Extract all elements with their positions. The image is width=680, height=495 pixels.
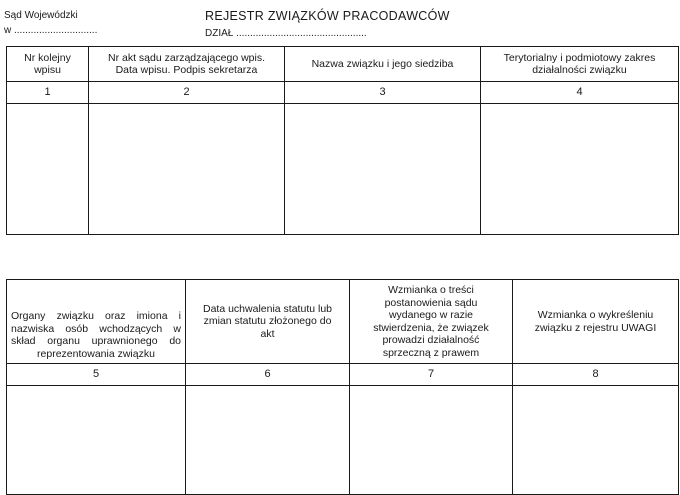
court-header [4, 8, 97, 38]
col-number: 8 [513, 364, 679, 386]
entry-cell[interactable] [513, 386, 679, 495]
col-header-entry-number: Nr kolejny wpisu [7, 47, 89, 82]
col-number: 1 [7, 82, 89, 104]
register-table-bottom [6, 279, 679, 495]
col-header-removal-notes: Wzmianka o wykreśleniu związku z rejestru UWAGI [513, 280, 679, 364]
col-number: 5 [7, 364, 186, 386]
col-header-statute-date: Data uchwalenia statutu lub zmian statutu złożonego do akt [186, 280, 350, 364]
col-number: 3 [285, 82, 481, 104]
col-number: 7 [350, 364, 513, 386]
col-number: 6 [186, 364, 350, 386]
section-field[interactable]: DZIAŁ ............................................... [205, 28, 367, 39]
register-title: REJESTR ZWIĄZKÓW PRACODAWCÓW [205, 9, 450, 23]
entry-cell[interactable] [89, 104, 285, 235]
entry-cell[interactable] [7, 386, 186, 495]
col-number: 4 [481, 82, 679, 104]
col-number: 2 [89, 82, 285, 104]
entry-cell[interactable] [7, 104, 89, 235]
register-table-top [6, 46, 679, 235]
col-header-bodies: Organy związku oraz imiona i nazwiska osób wchodzących w skład organu uprawnionego do reprezentowania związku [7, 280, 186, 364]
col-header-scope: Terytorialny i podmiotowy zakres działalności związku [481, 47, 679, 82]
entry-cell[interactable] [481, 104, 679, 235]
col-header-court-file: Nr akt sądu zarządzającego wpis. Data wpisu. Podpis sekretarza [89, 47, 285, 82]
col-header-union-name: Nazwa związku i jego siedziba [285, 47, 481, 82]
court-label: Sąd Wojewódzki [4, 10, 78, 21]
entry-cell[interactable] [186, 386, 350, 495]
entry-cell[interactable] [285, 104, 481, 235]
court-place-field[interactable]: w .............................. [4, 25, 98, 36]
col-header-court-ruling: Wzmianka o treści postanowienia sądu wydanego w razie stwierdzenia, że związek prowadzi działalność sprzeczną z prawem [350, 280, 513, 364]
entry-cell[interactable] [350, 386, 513, 495]
